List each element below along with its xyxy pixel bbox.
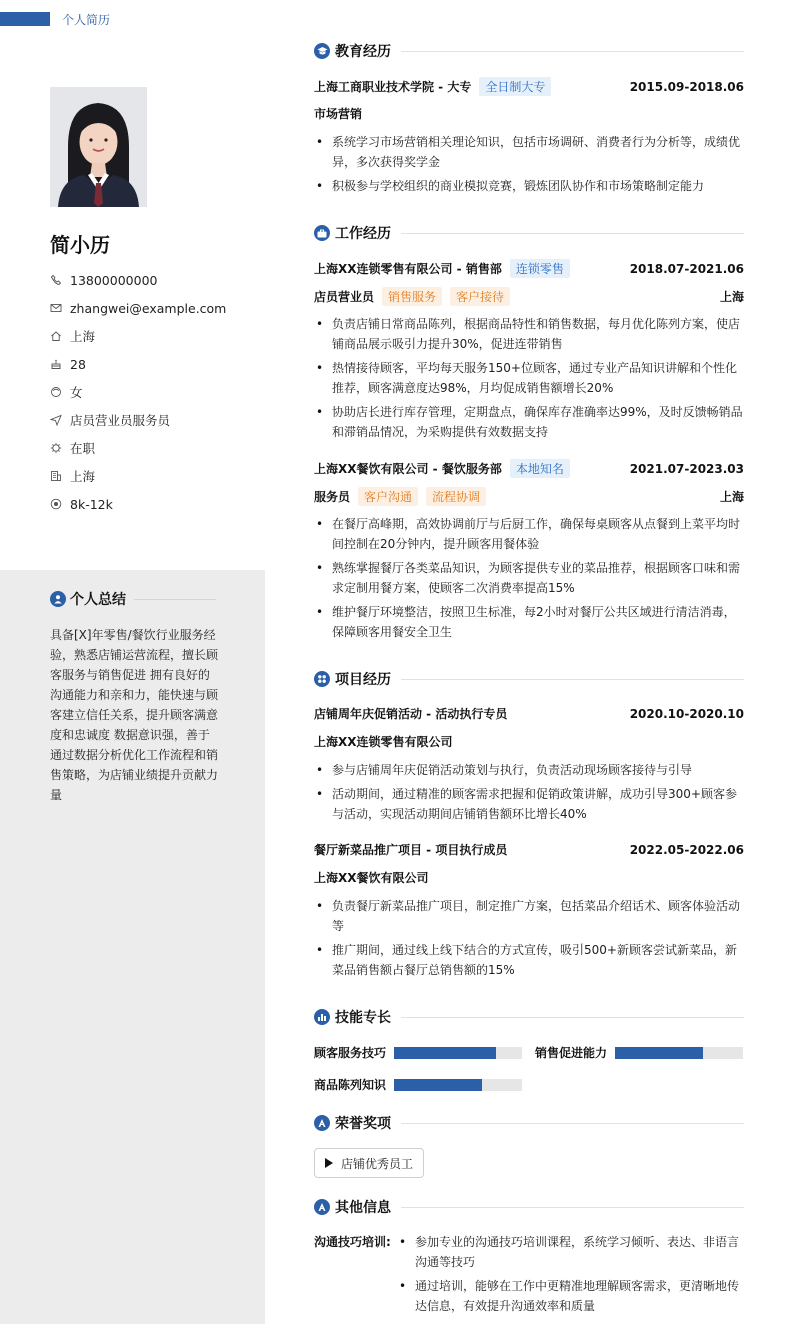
info-gender: 女 xyxy=(70,385,83,400)
info-city: 上海 xyxy=(70,329,96,344)
home-icon xyxy=(50,330,62,342)
project-1-org-row xyxy=(314,733,744,750)
mail-icon xyxy=(50,302,62,314)
list-item: • 推广期间，通过线上线下结合的方式宣传，吸引500+新顾客尝试新菜品，新菜品销售额占餐厅总销售额的15% xyxy=(314,940,744,980)
work-divider xyxy=(401,233,744,234)
job-1-role: 店员营业员 xyxy=(314,290,375,304)
info-row-age xyxy=(50,350,226,378)
other-heading xyxy=(314,1197,744,1217)
list-item: • 参加专业的沟通技巧培训课程，系统学习倾听、表达、非语言沟通等技巧 xyxy=(399,1232,744,1272)
skill-bar-fill xyxy=(394,1079,482,1091)
info-icon xyxy=(314,1199,330,1215)
job-2-badge: 本地知名 xyxy=(510,459,570,478)
work-heading xyxy=(314,223,744,243)
summary-heading xyxy=(50,589,216,609)
job-2-row xyxy=(314,459,744,478)
info-row-position xyxy=(50,406,226,434)
project-2-org-row xyxy=(314,869,744,886)
skill-bar xyxy=(394,1079,522,1091)
project-2-org: 上海XX餐饮有限公司 xyxy=(314,871,429,885)
job-2-date: 2021.07-2023.03 xyxy=(629,461,744,476)
job-1-date: 2018.07-2021.06 xyxy=(629,261,744,276)
projects-heading xyxy=(314,669,744,689)
other-title: 其他信息 xyxy=(335,1200,391,1216)
projects-divider xyxy=(401,679,744,680)
briefcase-icon xyxy=(314,225,330,241)
grid-icon xyxy=(314,671,330,687)
project-2-date: 2022.05-2022.06 xyxy=(629,842,744,857)
education-divider xyxy=(401,51,744,52)
building-icon xyxy=(50,470,62,482)
skills-title: 技能专长 xyxy=(335,1010,391,1026)
job-1-badge: 连锁零售 xyxy=(510,259,570,278)
summary-text: 具备[X]年零售/餐饮行业服务经验，熟悉店铺运营流程，擅长顾客服务与销售促进 拥有良好的沟通能力和亲和力，能快速与顾客建立信任关系，提升顾客满意度和忠诚度 数据意识强，善于通过数据分析优化工作流程和销售策略，为店铺业绩提升贡献力量 xyxy=(50,628,219,802)
info-row-gender xyxy=(50,378,226,406)
gender-icon xyxy=(50,386,62,398)
education-heading xyxy=(314,41,744,61)
education-title: 教育经历 xyxy=(335,44,391,60)
send-icon xyxy=(50,414,62,426)
list-item: • 负责店铺日常商品陈列，根据商品特性和销售数据，每月优化陈列方案，使店铺商品展示吸引力提升30%，促进连带销售 xyxy=(314,314,744,354)
list-item: • 活动期间，通过精准的顾客需求把握和促销政策讲解，成功引导300+顾客参与活动，实现活动期间店铺销售额环比增长40% xyxy=(314,784,744,824)
skill-name: 销售促进能力 xyxy=(535,1046,608,1060)
list-item: • 通过培训，能够在工作中更精准地理解顾客需求，更清晰地传达信息，有效提升沟通效率和质量 xyxy=(399,1276,744,1316)
job-1-row xyxy=(314,259,744,278)
award-icon xyxy=(314,1115,330,1131)
info-email: zhangwei@example.com xyxy=(70,300,227,316)
summary-divider xyxy=(134,599,216,600)
job-2-location: 上海 xyxy=(719,490,744,504)
skills-heading xyxy=(314,1007,744,1027)
sidebar xyxy=(0,0,265,1324)
phone-icon xyxy=(50,274,62,286)
education-date: 2015.09-2018.06 xyxy=(629,79,744,94)
profile-name: 简小历 xyxy=(50,233,110,257)
skills-divider xyxy=(401,1017,744,1018)
cake-icon xyxy=(50,358,62,370)
info-row-email xyxy=(50,294,226,322)
skill-name: 商品陈列知识 xyxy=(314,1078,387,1092)
job-1-company: 上海XX连锁零售有限公司 - 销售部 xyxy=(314,262,502,276)
list-item: • 参与店铺周年庆促销活动策划与执行，负责活动现场顾客接待与引导 xyxy=(314,760,744,780)
info-salary: 8k-12k xyxy=(70,496,113,512)
project-1-name: 店铺周年庆促销活动 - 活动执行专员 xyxy=(314,707,508,721)
tag-label: 个人简历 xyxy=(62,12,111,27)
skill-name: 顾客服务技巧 xyxy=(314,1046,387,1060)
project-1-org: 上海XX连锁零售有限公司 xyxy=(314,735,453,749)
play-icon xyxy=(325,1158,333,1168)
education-major-row xyxy=(314,105,744,122)
awards-title: 荣誉奖项 xyxy=(335,1116,391,1132)
awards-divider xyxy=(401,1123,744,1124)
list-item: • 协助店长进行库存管理，定期盘点，确保库存准确率达99%，及时反馈畅销品和滞销品情况，为采购提供有效数据支持 xyxy=(314,402,744,442)
project-2-row xyxy=(314,841,744,858)
job-1-tag: 销售服务 xyxy=(382,287,442,306)
skill-bar-fill xyxy=(394,1047,496,1059)
skill-bar xyxy=(615,1047,743,1059)
contact-info-list xyxy=(50,266,226,518)
other-label: 沟通技巧培训: xyxy=(314,1235,391,1249)
skill-item xyxy=(314,1044,522,1061)
job-1-role-row xyxy=(314,287,744,306)
education-row xyxy=(314,77,744,96)
project-1-date: 2020.10-2020.10 xyxy=(629,706,744,721)
education-major: 市场营销 xyxy=(314,107,363,121)
skill-bar-fill xyxy=(615,1047,703,1059)
project-1-row xyxy=(314,705,744,722)
job-1-tag: 客户接待 xyxy=(450,287,510,306)
person-icon xyxy=(50,591,66,607)
status-icon xyxy=(50,442,62,454)
education-school: 上海工商职业技术学院 - 大专 xyxy=(314,80,472,94)
list-item: • 熟练掌握餐厅各类菜品知识，为顾客提供专业的菜品推荐，根据顾客口味和需求定制用餐方案，使顾客二次消费率提高15% xyxy=(314,558,744,598)
skill-item xyxy=(314,1076,522,1093)
salary-icon xyxy=(50,498,62,510)
award-label: 店铺优秀员工 xyxy=(341,1156,414,1171)
skill-item xyxy=(535,1044,743,1061)
other-divider xyxy=(401,1207,744,1208)
work-title: 工作经历 xyxy=(335,226,391,242)
list-item: • 积极参与学校组织的商业模拟竞赛，锻炼团队协作和市场策略制定能力 xyxy=(314,176,744,196)
list-item: • 负责餐厅新菜品推广项目，制定推广方案，包括菜品介绍话术、顾客体验活动等 xyxy=(314,896,744,936)
info-status: 在职 xyxy=(70,441,96,456)
list-item: • 系统学习市场营销相关理论知识，包括市场调研、消费者行为分析等，成绩优异，多次获得奖学金 xyxy=(314,132,744,172)
info-phone: 13800000000 xyxy=(70,272,158,288)
info-row-city xyxy=(50,322,226,350)
summary-title: 个人总结 xyxy=(70,592,126,608)
projects-title: 项目经历 xyxy=(335,672,391,688)
job-2-role: 服务员 xyxy=(314,490,351,504)
job-2-role-row xyxy=(314,487,744,506)
job-2-tag: 流程协调 xyxy=(426,487,486,506)
list-item: • 热情接待顾客，平均每天服务150+位顾客，通过专业产品知识讲解和个性化推荐，顾客满意度达98%，月均促成销售额增长20% xyxy=(314,358,744,398)
award-tag xyxy=(314,1148,424,1178)
job-1-location: 上海 xyxy=(719,290,744,304)
job-2-company: 上海XX餐饮有限公司 - 餐饮服务部 xyxy=(314,462,502,476)
list-item: • 维护餐厅环境整洁，按照卫生标准，每2小时对餐厅公共区域进行清洁消毒，保障顾客用餐安全卫生 xyxy=(314,602,744,642)
info-age: 28 xyxy=(70,356,86,372)
skill-bar xyxy=(394,1047,522,1059)
job-2-tag: 客户沟通 xyxy=(358,487,418,506)
info-row-work-city xyxy=(50,462,226,490)
project-2-name: 餐厅新菜品推广项目 - 项目执行成员 xyxy=(314,843,508,857)
graduation-cap-icon xyxy=(314,43,330,59)
info-row-phone xyxy=(50,266,226,294)
info-row-status xyxy=(50,434,226,462)
education-badge: 全日制大专 xyxy=(479,77,551,96)
bar-chart-icon xyxy=(314,1009,330,1025)
info-work-city: 上海 xyxy=(70,469,96,484)
info-position: 店员营业员服务员 xyxy=(70,413,171,428)
avatar-photo xyxy=(50,87,147,207)
info-row-salary xyxy=(50,490,226,518)
awards-heading xyxy=(314,1113,744,1133)
list-item: • 在餐厅高峰期，高效协调前厅与后厨工作，确保每桌顾客从点餐到上菜平均时间控制在20分钟内，提升顾客用餐体验 xyxy=(314,514,744,554)
